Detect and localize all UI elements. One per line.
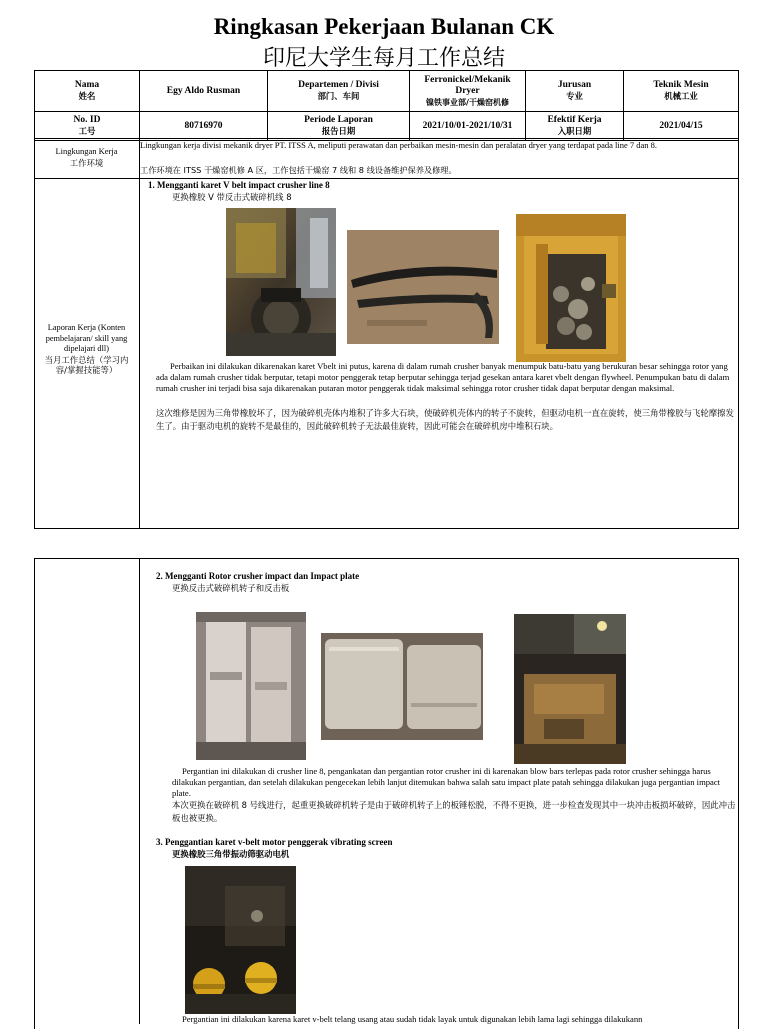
id-label-cell [35, 112, 140, 141]
lingkungan-label-zh: 工作环境 [69, 158, 104, 168]
item-1-paragraph: Perbaikan ini dilakukan dikarenakan karet Vbelt ini putus, karena di dalam rumah crusher banyak menumpuk batu-batu yang berukuran besar sehingga rotor yang ada dalam rumah crusher tidak berputar, tetapi motor penggerak tetap berputar sehingga terjad gesekan antara karet vbelt dengan flywheel. Penumpukan batu di dalam rumah crusher ini terjadi bisa saja dikarenakan putaran motor penggerak tidak maksimal sehingga rotor crusher tidak dapat berputar dengan maksimal. [156, 361, 730, 393]
item-3-title: 3. Penggantian karet v-belt motor penggerak vibrating screen [156, 837, 393, 847]
dept-value-1: Ferronickel/Mekanik [424, 74, 511, 85]
info-row-1 [35, 71, 739, 112]
item-3-title-zh: 更换橡胶三角带振动筛驱动电机 [172, 849, 290, 859]
photo-broken-vbelt [347, 230, 499, 344]
nama-value: Egy Aldo Rusman [140, 71, 268, 112]
nama-label-cell [35, 71, 140, 112]
item-2-paragraph: Pergantian ini dilakukan di crusher line 8, pengankatan dan pergantian rotor crusher ini di karenakan blow bars terlepas pada rotor crusher sehingga harus dilakukan pergantian, dan setelah dilakukan pengecekan lebih lanjut ditemukan bahwa salah satu impact plate patah sehingga dilakukan juga pergantian impact plate. [172, 766, 721, 798]
dept-label-zh: 部门、车间 [317, 91, 360, 101]
info-row-2 [35, 112, 739, 141]
page-2-column-divider [139, 558, 140, 1024]
laporan-label-zh-2: 容/掌握技能等） [55, 365, 118, 375]
jurusan-label-zh: 专业 [566, 91, 583, 101]
dept-value-cell [410, 71, 526, 112]
efektif-label-cell [526, 112, 624, 141]
item-2-title: 2. Mengganti Rotor crusher impact dan Impact plate [156, 571, 360, 581]
dept-value-2: Dryer [455, 85, 480, 96]
page-title-zh: 印尼大学生每月工作总结 [262, 46, 505, 71]
dept-value-zh: 镍铁事业部/干燥窑机修 [426, 97, 509, 107]
photo-vbelt-removal [226, 208, 336, 356]
periode-value: 2021/10/01-2021/10/31 [410, 112, 526, 141]
item-3-paragraph: Pergantian ini dilakukan karena karet v-belt telang usang atau sudah tidak layak untuk digunakan lebih lama lagi sehingga dilakukann [182, 1014, 643, 1024]
photo-vibrating-screen [185, 866, 296, 1014]
photo-impact-plate [321, 633, 483, 740]
item-2-title-zh: 更换反击式破碎机转子和反击板 [172, 583, 290, 593]
laporan-label-1: Laporan Kerja (Konten [47, 323, 126, 332]
item-1-title-zh: 更换橡胶 V 带反击式破碎机线 8 [172, 192, 292, 202]
periode-label-zh: 报告日期 [321, 126, 356, 136]
column-divider [139, 138, 140, 528]
row-divider [34, 178, 738, 179]
periode-label: Periode Laporan [304, 115, 373, 125]
item-1-paragraph-zh: 这次维修是因为三角带橡胶坏了，因为破碎机壳体内堆积了许多大石块，使破碎机壳体内的转子不旋转，但驱动电机一直在旋转，使三角带橡胶与飞轮摩擦发生了。由于驱动电机的旋转不是最佳的，因此破碎机转子无法最佳旋转，因此可能会在破碎机房中堆积石块。 [156, 408, 734, 431]
periode-label-cell [268, 112, 410, 141]
lingkungan-text: Lingkungan kerja divisi mekanik dryer PT. ITSS A, meliputi perawatan dan perbaikan mesin-mesin dan peralatan dryer yang terdapat pada line 7 dan 8. [140, 140, 658, 150]
efektif-label: Efektif Kerja [547, 115, 602, 125]
page-title: Ringkasan Pekerjaan Bulanan CK [213, 14, 555, 39]
laporan-label-3: dipelajari dll) [64, 344, 109, 353]
photo-crusher-housing [516, 214, 626, 362]
nama-label: Nama [74, 80, 100, 90]
jurusan-value-cell [624, 71, 739, 112]
id-label-zh: 工号 [78, 126, 96, 136]
id-value: 80716970 [140, 112, 268, 141]
efektif-value: 2021/04/15 [624, 112, 739, 141]
jurusan-value: Teknik Mesin [653, 80, 709, 90]
dept-label: Departemen / Divisi [298, 80, 379, 90]
efektif-label-zh: 入职日期 [557, 126, 592, 136]
lingkungan-label: Lingkungan Kerja [55, 146, 118, 156]
laporan-label-2: pembelajaran/ skill yang [45, 333, 128, 343]
laporan-label-zh-1: 当月工作总结（学习内 [44, 354, 129, 365]
jurusan-value-zh: 机械工业 [664, 91, 698, 101]
item-2-paragraph-zh: 本次更换在破碎机 8 号线进行，起重更换破碎机转子是由于破碎机转子上的板锤松脱，不得不更换，进一步检查发现其中一块冲击板损坏破碎，因此冲击板也被更换。 [172, 800, 736, 823]
id-label: No. ID [73, 115, 101, 125]
laporan-label [34, 323, 139, 376]
photo-crusher-install [514, 614, 626, 764]
photo-rotor-crusher [196, 612, 306, 760]
dept-label-cell [268, 71, 410, 112]
jurusan-label: Jurusan [557, 80, 592, 90]
nama-label-zh: 姓名 [78, 91, 96, 101]
info-table [34, 70, 739, 141]
lingkungan-text-zh: 工作环境在 ITSS 干燥窑机修 A 区，工作包括干燥窑 7 线和 8 线设备维护保养及修理。 [140, 165, 457, 175]
item-1-title: 1. Mengganti karet V belt impact crusher line 8 [148, 180, 330, 190]
jurusan-label-cell [526, 71, 624, 112]
